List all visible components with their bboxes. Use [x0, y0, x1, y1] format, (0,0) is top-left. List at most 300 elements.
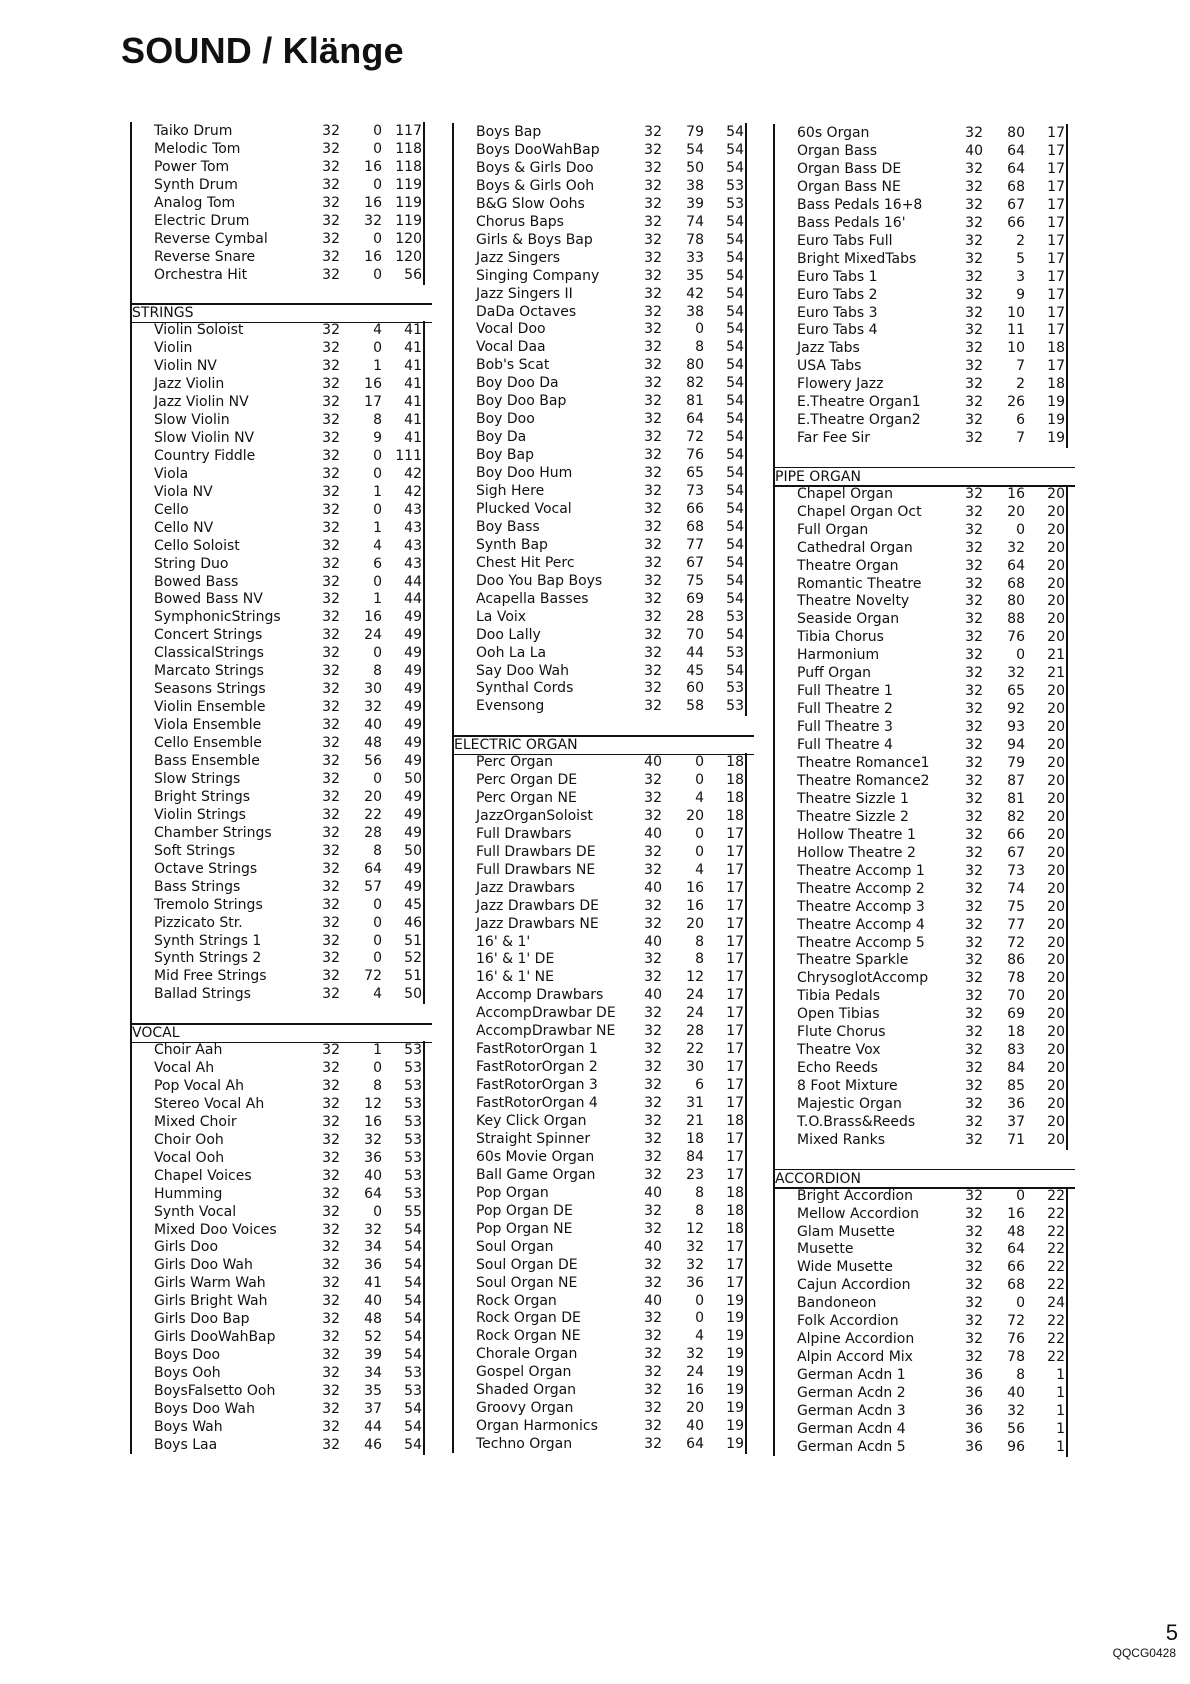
- sound-name: Boys Bap: [476, 124, 542, 140]
- sound-row: [130, 1328, 430, 1347]
- sound-row: [130, 680, 430, 699]
- lsb-value: 93: [1007, 719, 1025, 736]
- sound-row: [130, 140, 430, 159]
- row-rule: [1066, 124, 1068, 143]
- msb-value: 32: [644, 1166, 662, 1183]
- sound-name: Pop Vocal Ah: [154, 1077, 244, 1094]
- lsb-value: 24: [364, 627, 382, 644]
- row-rule: [1066, 1077, 1068, 1096]
- sound-row: [452, 1022, 752, 1041]
- lsb-value: 71: [1007, 1131, 1025, 1148]
- sound-name: Theatre Romance2: [797, 772, 930, 789]
- sound-name: Bright Strings: [154, 788, 251, 805]
- lsb-value: 56: [1007, 1420, 1025, 1437]
- row-rule: [745, 1184, 747, 1203]
- sound-name: Full Drawbars DE: [476, 843, 596, 860]
- sound-row: [773, 916, 1073, 935]
- sound-name: FastRotorOrgan 2: [476, 1059, 598, 1076]
- sound-name: Singing Company: [476, 267, 600, 284]
- sound-row: [130, 1095, 430, 1114]
- program-number: 49: [404, 806, 422, 823]
- row-rule: [1066, 880, 1068, 899]
- sound-row: [452, 933, 752, 952]
- sound-name: Electric Drum: [154, 212, 250, 229]
- sound-name: Viola Ensemble: [154, 717, 262, 734]
- lsb-value: 12: [686, 1220, 704, 1237]
- category-label: STRINGS: [132, 305, 194, 322]
- program-number: 19: [726, 1364, 744, 1381]
- msb-value: 32: [644, 608, 662, 625]
- sound-name: AccompDrawbar DE: [476, 1005, 616, 1022]
- row-rule: [423, 339, 425, 358]
- msb-value: 32: [322, 788, 340, 805]
- row-rule: [423, 158, 425, 177]
- program-number: 49: [404, 663, 422, 680]
- row-rule: [745, 338, 747, 357]
- msb-value: 32: [965, 916, 983, 933]
- row-rule: [745, 1112, 747, 1131]
- row-rule: [423, 447, 425, 466]
- program-number: 1: [1056, 1385, 1065, 1402]
- sound-row: [130, 824, 430, 843]
- msb-value: 32: [322, 322, 340, 339]
- sound-name: Girls Doo Wah: [154, 1257, 253, 1274]
- program-number: 53: [404, 1365, 422, 1382]
- row-rule: [745, 968, 747, 987]
- row-rule: [745, 933, 747, 952]
- sound-name: Theatre Organ: [797, 557, 899, 574]
- msb-value: 32: [644, 1400, 662, 1417]
- msb-value: 32: [965, 934, 983, 951]
- sound-name: Tremolo Strings: [154, 896, 263, 913]
- lsb-value: 16: [364, 158, 382, 175]
- sound-row: [773, 1258, 1073, 1277]
- lsb-value: 16: [686, 897, 704, 914]
- row-rule: [1066, 503, 1068, 522]
- sound-row: [130, 483, 430, 502]
- sound-row: [130, 212, 430, 231]
- row-rule: [423, 1185, 425, 1204]
- row-rule: [423, 1131, 425, 1150]
- sound-row: [452, 1256, 752, 1275]
- msb-value: 32: [644, 303, 662, 320]
- sound-name: Boys Doo Wah: [154, 1401, 255, 1418]
- sound-row: [773, 557, 1073, 576]
- sound-name: Concert Strings: [154, 627, 263, 644]
- msb-value: 32: [965, 647, 983, 664]
- row-rule: [745, 464, 747, 483]
- program-number: 49: [404, 878, 422, 895]
- sound-name: Full Drawbars: [476, 825, 572, 842]
- sound-name: Flute Chorus: [797, 1024, 886, 1041]
- program-number: 54: [404, 1275, 422, 1292]
- row-rule: [745, 897, 747, 916]
- sound-name: Pop Organ DE: [476, 1202, 573, 1219]
- row-rule: [1066, 232, 1068, 251]
- msb-value: 32: [965, 593, 983, 610]
- lsb-value: 70: [1007, 988, 1025, 1005]
- row-rule: [1066, 664, 1068, 683]
- lsb-value: 67: [686, 554, 704, 571]
- lsb-value: 83: [1007, 1042, 1025, 1059]
- msb-value: 32: [322, 340, 340, 357]
- lsb-value: 44: [364, 1418, 382, 1435]
- row-rule: [745, 644, 747, 663]
- sound-name: Boys & Girls Doo: [476, 159, 594, 176]
- lsb-value: 66: [1007, 826, 1025, 843]
- lsb-value: 9: [373, 429, 382, 446]
- row-rule: [745, 1094, 747, 1113]
- row-rule: [423, 1418, 425, 1437]
- row-rule: [423, 1310, 425, 1329]
- sound-row: [773, 304, 1073, 323]
- program-number: 52: [404, 950, 422, 967]
- row-rule: [423, 860, 425, 879]
- row-rule: [1066, 1312, 1068, 1331]
- program-number: 50: [404, 986, 422, 1003]
- sound-row: [452, 950, 752, 969]
- lsb-value: 0: [695, 771, 704, 788]
- program-number: 41: [404, 429, 422, 446]
- program-number: 19: [726, 1310, 744, 1327]
- sound-name: Accomp Drawbars: [476, 987, 604, 1004]
- row-rule: [745, 195, 747, 214]
- msb-value: 36: [965, 1420, 983, 1437]
- sound-row: [452, 1130, 752, 1149]
- msb-value: 32: [322, 860, 340, 877]
- msb-value: 32: [644, 465, 662, 482]
- msb-value: 32: [322, 158, 340, 175]
- msb-value: 32: [644, 789, 662, 806]
- msb-value: 32: [322, 627, 340, 644]
- msb-value: 32: [322, 1401, 340, 1418]
- program-number: 41: [404, 411, 422, 428]
- row-rule: [1066, 790, 1068, 809]
- lsb-value: 85: [1007, 1078, 1025, 1095]
- sound-name: Mid Free Strings: [154, 968, 267, 985]
- row-rule: [745, 428, 747, 447]
- msb-value: 32: [644, 1436, 662, 1453]
- lsb-value: 0: [373, 447, 382, 464]
- sound-row: [452, 986, 752, 1005]
- sound-row: [773, 1330, 1073, 1349]
- sound-row: [773, 1420, 1073, 1439]
- sound-name: Rock Organ: [476, 1292, 557, 1309]
- program-number: 54: [726, 303, 744, 320]
- lsb-value: 0: [373, 123, 382, 139]
- msb-value: 32: [965, 988, 983, 1005]
- program-number: 19: [1047, 430, 1065, 447]
- sound-row: [130, 1238, 430, 1257]
- lsb-value: 0: [373, 1203, 382, 1220]
- sound-name: Full Organ: [797, 521, 869, 538]
- row-rule: [745, 1202, 747, 1221]
- sound-name: Soul Organ: [476, 1238, 554, 1255]
- lsb-value: 12: [364, 1095, 382, 1112]
- program-number: 17: [726, 825, 744, 842]
- msb-value: 32: [644, 771, 662, 788]
- sound-row: [452, 374, 752, 393]
- program-number: 20: [1047, 808, 1065, 825]
- sound-row: [773, 736, 1073, 755]
- sound-name: Full Theatre 1: [797, 683, 893, 700]
- sound-name: E.Theatre Organ1: [797, 394, 921, 411]
- program-number: 20: [1047, 1131, 1065, 1148]
- sound-name: Violin Soloist: [154, 322, 244, 339]
- sound-row: [130, 590, 430, 609]
- sound-row: [773, 429, 1073, 448]
- row-rule: [1066, 1223, 1068, 1242]
- msb-value: 32: [322, 1095, 340, 1112]
- msb-value: 32: [965, 862, 983, 879]
- sound-row: [452, 482, 752, 501]
- sound-name: Organ Bass: [797, 142, 878, 159]
- msb-value: 32: [322, 537, 340, 554]
- msb-value: 32: [644, 447, 662, 464]
- program-number: 19: [726, 1418, 744, 1435]
- sound-row: [452, 1184, 752, 1203]
- sound-row: [130, 1292, 430, 1311]
- sound-row: [773, 682, 1073, 701]
- program-number: 20: [1047, 916, 1065, 933]
- msb-value: 32: [644, 411, 662, 428]
- lsb-value: 8: [373, 1077, 382, 1094]
- lsb-value: 64: [686, 411, 704, 428]
- sound-row: [130, 1346, 430, 1365]
- row-rule: [423, 1077, 425, 1096]
- row-rule: [423, 1041, 425, 1060]
- sound-row: [130, 1077, 430, 1096]
- sound-row: [452, 1309, 752, 1328]
- program-number: 18: [1047, 340, 1065, 357]
- lsb-value: 0: [373, 645, 382, 662]
- program-number: 17: [726, 933, 744, 950]
- sound-row: [773, 268, 1073, 287]
- program-number: 41: [404, 376, 422, 393]
- sound-name: Ball Game Organ: [476, 1166, 596, 1183]
- sound-row: [130, 967, 430, 986]
- row-rule: [1066, 286, 1068, 305]
- program-number: 53: [726, 644, 744, 661]
- msb-value: 32: [644, 1059, 662, 1076]
- lsb-value: 0: [1016, 1187, 1025, 1204]
- msb-value: 32: [965, 808, 983, 825]
- row-rule: [423, 949, 425, 968]
- lsb-value: 0: [373, 573, 382, 590]
- sound-name: Pizzicato Str.: [154, 914, 243, 931]
- lsb-value: 35: [686, 267, 704, 284]
- sound-name: Evensong: [476, 698, 545, 715]
- sound-name: Jazz Drawbars: [476, 879, 575, 896]
- sound-name: Country Fiddle: [154, 447, 256, 464]
- msb-value: 32: [322, 896, 340, 913]
- sound-name: T.O.Brass&Reeds: [797, 1114, 916, 1131]
- lsb-value: 48: [364, 735, 382, 752]
- sound-name: Tibia Pedals: [797, 988, 881, 1005]
- program-number: 49: [404, 788, 422, 805]
- sound-row: [130, 1400, 430, 1419]
- row-rule: [423, 1256, 425, 1275]
- sound-name: Rock Organ DE: [476, 1310, 581, 1327]
- row-rule: [423, 1149, 425, 1168]
- lsb-value: 32: [686, 1346, 704, 1363]
- sound-name: Mixed Doo Voices: [154, 1221, 277, 1238]
- row-rule: [423, 788, 425, 807]
- sound-row: [452, 1417, 752, 1436]
- sound-name: 16' & 1': [476, 933, 531, 950]
- sound-name: Cajun Accordion: [797, 1277, 911, 1294]
- sound-row: [452, 464, 752, 483]
- row-rule: [745, 554, 747, 573]
- msb-value: 32: [644, 339, 662, 356]
- lsb-value: 86: [1007, 952, 1025, 969]
- lsb-value: 2: [1016, 376, 1025, 393]
- lsb-value: 4: [695, 861, 704, 878]
- lsb-value: 76: [1007, 1331, 1025, 1348]
- row-rule: [745, 1004, 747, 1023]
- program-number: 49: [404, 824, 422, 841]
- msb-value: 32: [322, 1293, 340, 1310]
- program-number: 54: [726, 483, 744, 499]
- msb-value: 32: [322, 699, 340, 716]
- lsb-value: 56: [364, 753, 382, 770]
- sound-name: ClassicalStrings: [154, 645, 264, 662]
- msb-value: 36: [965, 1385, 983, 1402]
- program-number: 49: [404, 609, 422, 626]
- sound-name: Violin Ensemble: [154, 699, 266, 716]
- sound-row: [452, 825, 752, 844]
- row-rule: [423, 716, 425, 735]
- lsb-value: 41: [364, 1275, 382, 1292]
- row-rule: [745, 1363, 747, 1382]
- sound-row: [452, 1345, 752, 1364]
- msb-value: 32: [644, 590, 662, 607]
- msb-value: 32: [965, 1131, 983, 1148]
- sound-row: [452, 572, 752, 591]
- lsb-value: 81: [1007, 790, 1025, 807]
- lsb-value: 64: [1007, 142, 1025, 159]
- msb-value: 32: [322, 1257, 340, 1274]
- sound-name: Theatre Sparkle: [797, 952, 909, 969]
- sound-name: Choir Ooh: [154, 1131, 224, 1148]
- row-rule: [1066, 646, 1068, 665]
- row-rule: [423, 734, 425, 753]
- program-number: 54: [726, 465, 744, 482]
- row-rule: [1066, 844, 1068, 863]
- row-rule: [423, 1328, 425, 1347]
- sound-name: Jazz Singers: [476, 249, 561, 266]
- msb-value: 32: [322, 1185, 340, 1202]
- row-rule: [745, 879, 747, 898]
- msb-value: 32: [965, 178, 983, 195]
- lsb-value: 0: [1016, 521, 1025, 538]
- lsb-value: 0: [373, 140, 382, 157]
- msb-value: 32: [322, 1149, 340, 1166]
- lsb-value: 73: [686, 483, 704, 499]
- sound-name: Vocal Ah: [154, 1059, 215, 1076]
- lsb-value: 0: [373, 950, 382, 967]
- row-rule: [1066, 862, 1068, 881]
- sound-name: Chapel Voices: [154, 1167, 252, 1184]
- lsb-value: 17: [364, 394, 382, 411]
- msb-value: 32: [965, 898, 983, 915]
- msb-value: 32: [965, 737, 983, 754]
- lsb-value: 1: [373, 358, 382, 375]
- msb-value: 32: [644, 536, 662, 553]
- row-rule: [1066, 1059, 1068, 1078]
- msb-value: 32: [322, 429, 340, 446]
- sound-name: Bob's Scat: [476, 357, 550, 374]
- msb-value: 32: [644, 1364, 662, 1381]
- sound-row: [773, 1240, 1073, 1259]
- sound-name: Organ Bass DE: [797, 160, 902, 177]
- msb-value: 32: [322, 394, 340, 411]
- row-rule: [423, 1095, 425, 1114]
- lsb-value: 8: [695, 1202, 704, 1219]
- lsb-value: 52: [364, 1329, 382, 1346]
- category-label: ACCORDION: [775, 1170, 862, 1187]
- program-number: 54: [726, 447, 744, 464]
- program-number: 17: [1047, 268, 1065, 285]
- msb-value: 32: [644, 518, 662, 535]
- row-rule: [1066, 1005, 1068, 1024]
- row-rule: [423, 967, 425, 986]
- sound-name: Boys Ooh: [154, 1365, 221, 1382]
- msb-value: 32: [322, 1077, 340, 1094]
- sound-row: [452, 554, 752, 573]
- sound-name: Jazz Violin: [154, 376, 225, 393]
- program-number: 22: [1047, 1313, 1065, 1330]
- program-number: 54: [726, 321, 744, 338]
- msb-value: 32: [322, 681, 340, 698]
- sound-name: USA Tabs: [797, 358, 862, 375]
- lsb-value: 65: [686, 465, 704, 482]
- row-rule: [423, 626, 425, 645]
- row-rule: [423, 266, 425, 285]
- sound-row: [773, 214, 1073, 233]
- row-rule: [745, 1058, 747, 1077]
- msb-value: 32: [965, 844, 983, 861]
- lsb-value: 4: [695, 789, 704, 806]
- sound-row: [130, 1203, 430, 1222]
- row-rule: [423, 429, 425, 448]
- msb-value: 32: [965, 1277, 983, 1294]
- msb-value: 32: [322, 376, 340, 393]
- sound-name: Bowed Bass NV: [154, 591, 263, 608]
- lsb-value: 48: [364, 1311, 382, 1328]
- row-rule: [423, 393, 425, 412]
- msb-value: 36: [965, 1403, 983, 1420]
- program-number: 120: [395, 230, 422, 247]
- lsb-value: 69: [1007, 1006, 1025, 1023]
- sound-row: [452, 500, 752, 519]
- lsb-value: 38: [686, 177, 704, 194]
- sound-name: Reverse Snare: [154, 248, 256, 265]
- sound-name: Sigh Here: [476, 483, 545, 499]
- msb-value: 40: [644, 879, 662, 896]
- sound-row: [452, 1094, 752, 1113]
- row-rule: [1066, 1258, 1068, 1277]
- row-rule: [745, 500, 747, 519]
- program-number: 53: [726, 608, 744, 625]
- msb-value: 32: [644, 807, 662, 824]
- msb-value: 32: [644, 861, 662, 878]
- program-number: 56: [404, 266, 422, 283]
- sound-name: 60s Organ: [797, 125, 870, 141]
- sound-row: [130, 1167, 430, 1186]
- sound-name: String Duo: [154, 555, 229, 572]
- sound-row: [773, 987, 1073, 1006]
